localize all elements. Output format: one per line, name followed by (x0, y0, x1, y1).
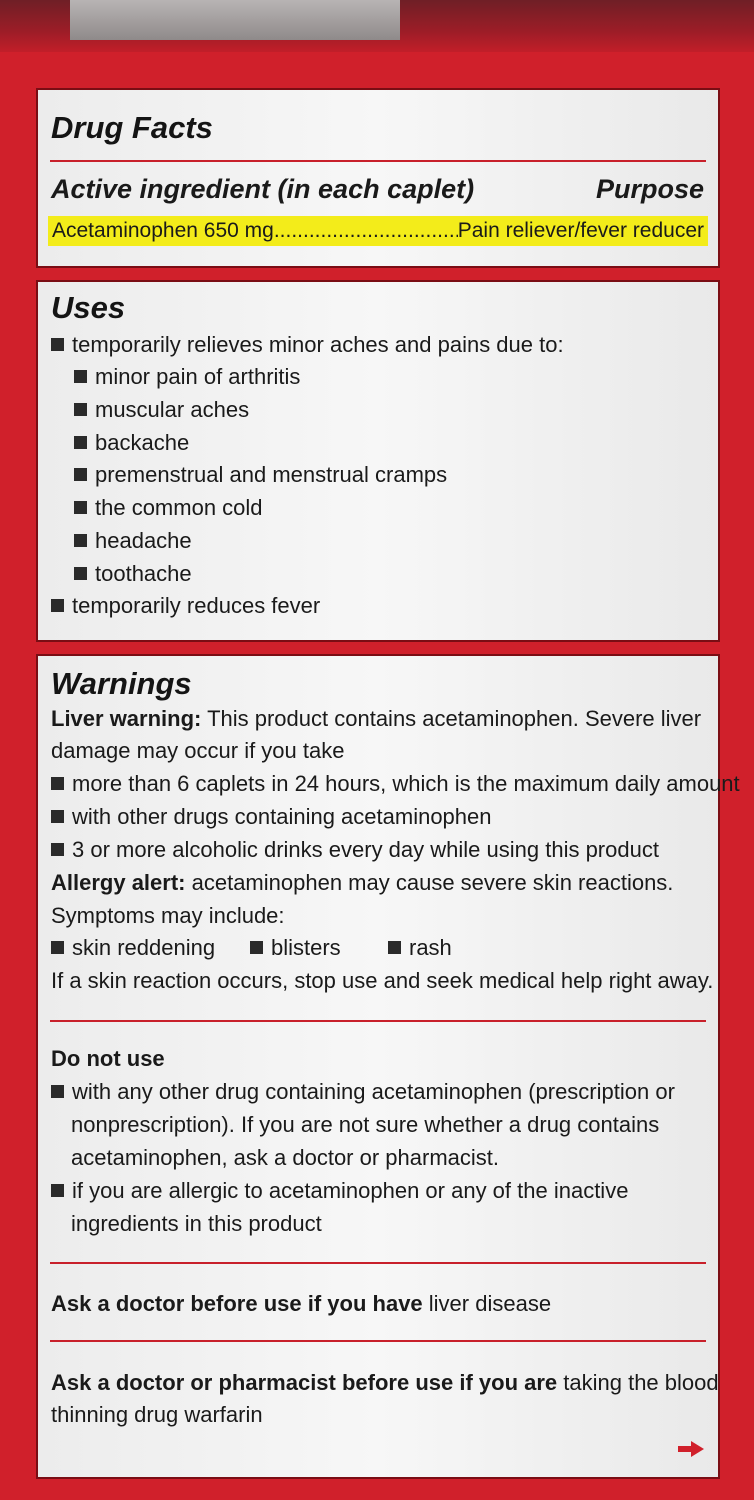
list-item-continued: acetaminophen, ask a doctor or pharmacist. (71, 1145, 500, 1170)
drug-facts-title: Drug Facts (51, 110, 213, 145)
allergy-alert-line-1: Allergy alert: acetaminophen may cause severe skin reactions. (51, 870, 674, 895)
list-item: temporarily relieves minor aches and pains due to: (51, 334, 564, 356)
divider (50, 160, 706, 162)
bullet-square-icon (51, 777, 64, 790)
active-ingredient-heading: Active ingredient (in each caplet) (51, 174, 475, 204)
ask-doctor-line: Ask a doctor before use if you have liver disease (51, 1291, 552, 1316)
bullet-square-icon (51, 599, 64, 612)
symptom-item: blisters (250, 937, 341, 959)
list-item: muscular aches (74, 399, 249, 421)
bullet-square-icon (51, 1085, 64, 1098)
drug-facts-header-box (36, 88, 720, 268)
list-item: headache (74, 530, 192, 552)
bullet-square-icon (74, 370, 87, 383)
bullet-square-icon (51, 941, 64, 954)
leader-dots (274, 219, 458, 243)
arrow-right-icon (678, 1441, 704, 1457)
symptom-item: rash (388, 937, 452, 959)
package-top-cap (70, 0, 400, 40)
list-item: backache (74, 432, 189, 454)
list-item: toothache (74, 563, 192, 585)
allergy-alert-line-2: Symptoms may include: (51, 903, 285, 928)
list-item: more than 6 caplets in 24 hours, which is the maximum daily amount (51, 773, 740, 795)
bullet-square-icon (388, 941, 401, 954)
list-item: premenstrual and menstrual cramps (74, 464, 447, 486)
bullet-square-icon (51, 810, 64, 823)
list-item: with any other drug containing acetaminophen (prescription or (51, 1081, 675, 1103)
ingredient-name: Acetaminophen 650 mg (52, 219, 274, 242)
list-item: temporarily reduces fever (51, 595, 320, 617)
list-item: minor pain of arthritis (74, 366, 300, 388)
bullet-square-icon (51, 1184, 64, 1197)
bullet-square-icon (250, 941, 263, 954)
liver-warning-line-1: Liver warning: This product contains acetaminophen. Severe liver (51, 706, 702, 731)
list-item-continued: ingredients in this product (71, 1211, 322, 1236)
list-item: 3 or more alcoholic drinks every day while using this product (51, 839, 659, 861)
bullet-square-icon (74, 468, 87, 481)
list-item: with other drugs containing acetaminophen (51, 806, 492, 828)
bullet-square-icon (74, 436, 87, 449)
uses-box (36, 280, 720, 642)
bullet-square-icon (74, 534, 87, 547)
symptom-item: skin reddening (51, 937, 215, 959)
bullet-square-icon (74, 567, 87, 580)
ask-pharmacist-line-1: Ask a doctor or pharmacist before use if you are taking the blood (51, 1370, 719, 1395)
bullet-square-icon (51, 843, 64, 856)
ask-pharmacist-line-2: thinning drug warfarin (51, 1402, 263, 1427)
warnings-heading: Warnings (51, 666, 192, 701)
list-item-continued: nonprescription). If you are not sure whether a drug contains (71, 1112, 660, 1137)
list-item: if you are allergic to acetaminophen or any of the inactive (51, 1180, 628, 1202)
active-ingredient-row (48, 216, 708, 246)
do-not-use-heading: Do not use (51, 1046, 165, 1071)
uses-heading: Uses (51, 290, 126, 325)
divider (50, 1340, 706, 1342)
active-ingredient-header-row (51, 176, 704, 203)
ingredient-purpose: Pain reliever/fever reducer (457, 219, 704, 242)
skin-reaction-text: If a skin reaction occurs, stop use and seek medical help right away. (51, 968, 714, 993)
bullet-square-icon (74, 403, 87, 416)
divider (50, 1262, 706, 1264)
bullet-square-icon (74, 501, 87, 514)
liver-warning-line-2: damage may occur if you take (51, 738, 345, 763)
list-item: the common cold (74, 497, 263, 519)
package-top-flap (0, 0, 754, 52)
divider (50, 1020, 706, 1022)
bullet-square-icon (51, 338, 64, 351)
warnings-box (36, 654, 740, 1479)
purpose-heading: Purpose (595, 174, 704, 204)
